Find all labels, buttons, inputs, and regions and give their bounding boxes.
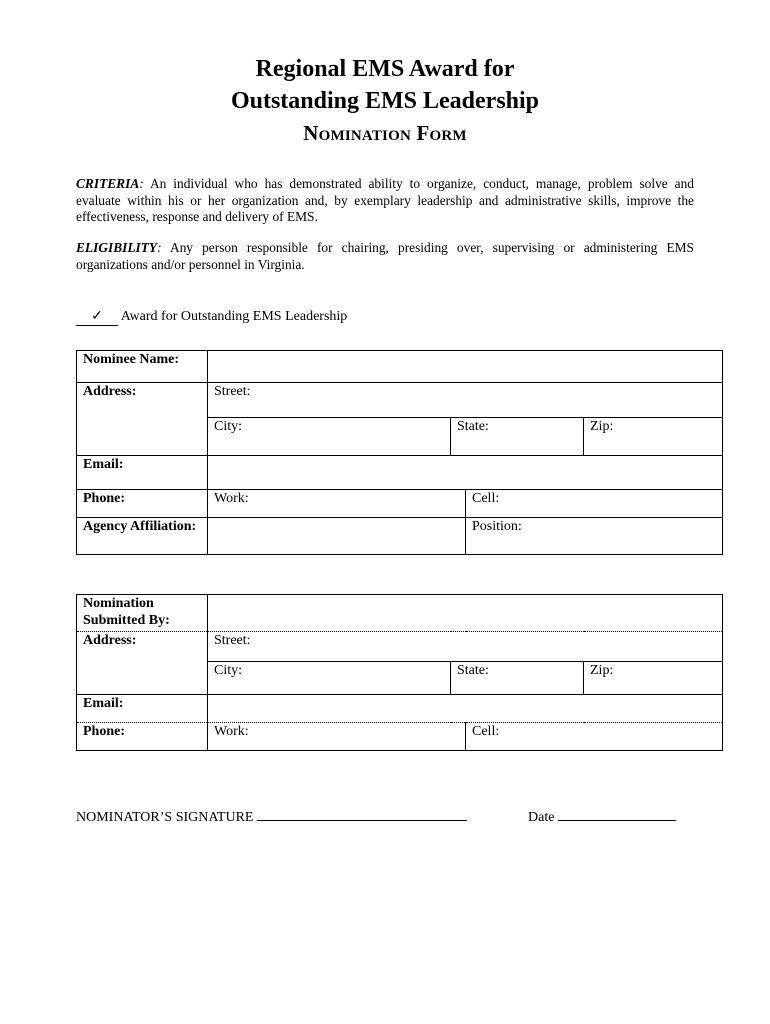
award-option-label: Award for Outstanding EMS Leadership — [120, 309, 348, 324]
work-label: Work: — [214, 724, 249, 739]
submitted-by-label: Nomination Submitted By: — [77, 595, 208, 632]
submitter-address-spacer — [77, 662, 208, 695]
nominee-name-label: Nominee Name: — [77, 351, 208, 383]
nominee-phone-label: Phone: — [77, 490, 208, 518]
submitter-zip-field[interactable] — [584, 662, 723, 695]
street-label: Street: — [214, 633, 251, 648]
submitter-email-label: Email: — [77, 695, 208, 723]
nominee-table — [76, 350, 723, 555]
nominator-signature-label: NOMINATOR’S SIGNATURE — [76, 810, 254, 825]
signature-line[interactable] — [257, 806, 467, 821]
award-option — [76, 308, 347, 326]
award-title-line-1: Regional EMS Award for — [255, 56, 515, 82]
eligibility-label: ELIGIBILITY — [76, 240, 158, 255]
city-label: City: — [214, 419, 243, 434]
position-label: Position: — [472, 519, 522, 534]
date-label: Date — [528, 810, 555, 825]
nominee-zip-field[interactable] — [584, 418, 723, 456]
zip-label: Zip: — [590, 419, 614, 434]
nominee-cell-phone-field[interactable] — [466, 490, 723, 518]
criteria-label: CRITERIA — [76, 176, 140, 191]
nominee-state-field[interactable] — [451, 418, 584, 456]
submitter-table — [76, 594, 723, 751]
cell-label: Cell: — [472, 724, 500, 739]
submitter-address-label: Address: — [77, 632, 208, 662]
work-label: Work: — [214, 491, 249, 506]
submitter-cell-phone-field[interactable] — [466, 723, 723, 751]
zip-label: Zip: — [590, 663, 614, 678]
nominee-work-phone-field[interactable] — [208, 490, 466, 518]
submitter-email-field[interactable] — [208, 695, 723, 723]
nominee-email-field[interactable] — [208, 456, 723, 490]
checkmark-icon: ✓ — [91, 309, 103, 324]
state-label: State: — [457, 663, 489, 678]
submitter-street-field[interactable] — [208, 632, 723, 662]
form-title: Nomination Form — [303, 121, 467, 145]
nominee-agency-label: Agency Affiliation: — [77, 518, 208, 555]
nominee-city-field[interactable] — [208, 418, 451, 456]
nominee-address-label: Address: — [77, 383, 208, 418]
eligibility-paragraph: ELIGIBILITY: Any person responsible for chairing, presiding over, supervising or administering EMS organizations and/or personnel in Virginia. — [76, 240, 694, 272]
nominee-name-field[interactable] — [208, 351, 723, 383]
award-title-line-2: Outstanding EMS Leadership — [230, 88, 540, 114]
city-label: City: — [214, 663, 243, 678]
nominee-agency-field[interactable] — [208, 518, 466, 555]
nominee-street-field[interactable] — [208, 383, 723, 418]
cell-label: Cell: — [472, 491, 500, 506]
award-checkbox[interactable] — [76, 309, 118, 326]
submitter-city-field[interactable] — [208, 662, 451, 695]
eligibility-text: Any person responsible for chairing, presiding over, supervising or administering EMS organizations and/or personnel in Virginia. — [76, 240, 694, 272]
criteria-text: An individual who has demonstrated ability to organize, conduct, manage, problem solve and evaluate within his or her organization and, by exemplary leadership and administrative skills, improve the effectiveness, response and delivery of EMS. — [76, 176, 695, 224]
criteria-paragraph: CRITERIA: An individual who has demonstrated ability to organize, conduct, manage, problem solve and evaluate within his or her organization and, by exemplary leadership and administrative skills, improve the effectiveness, response and delivery of EMS. — [76, 176, 695, 224]
submitter-phone-label: Phone: — [77, 723, 208, 751]
submitter-work-phone-field[interactable] — [208, 723, 466, 751]
nominee-email-label: Email: — [77, 456, 208, 490]
date-line[interactable] — [558, 806, 676, 821]
nominee-position-field[interactable] — [466, 518, 723, 555]
signature-date — [528, 806, 676, 827]
street-label: Street: — [214, 384, 251, 399]
nominator-signature — [76, 806, 467, 827]
submitted-by-field[interactable] — [208, 595, 723, 632]
state-label: State: — [457, 419, 489, 434]
nominee-address-spacer — [77, 418, 208, 456]
submitter-state-field[interactable] — [451, 662, 584, 695]
